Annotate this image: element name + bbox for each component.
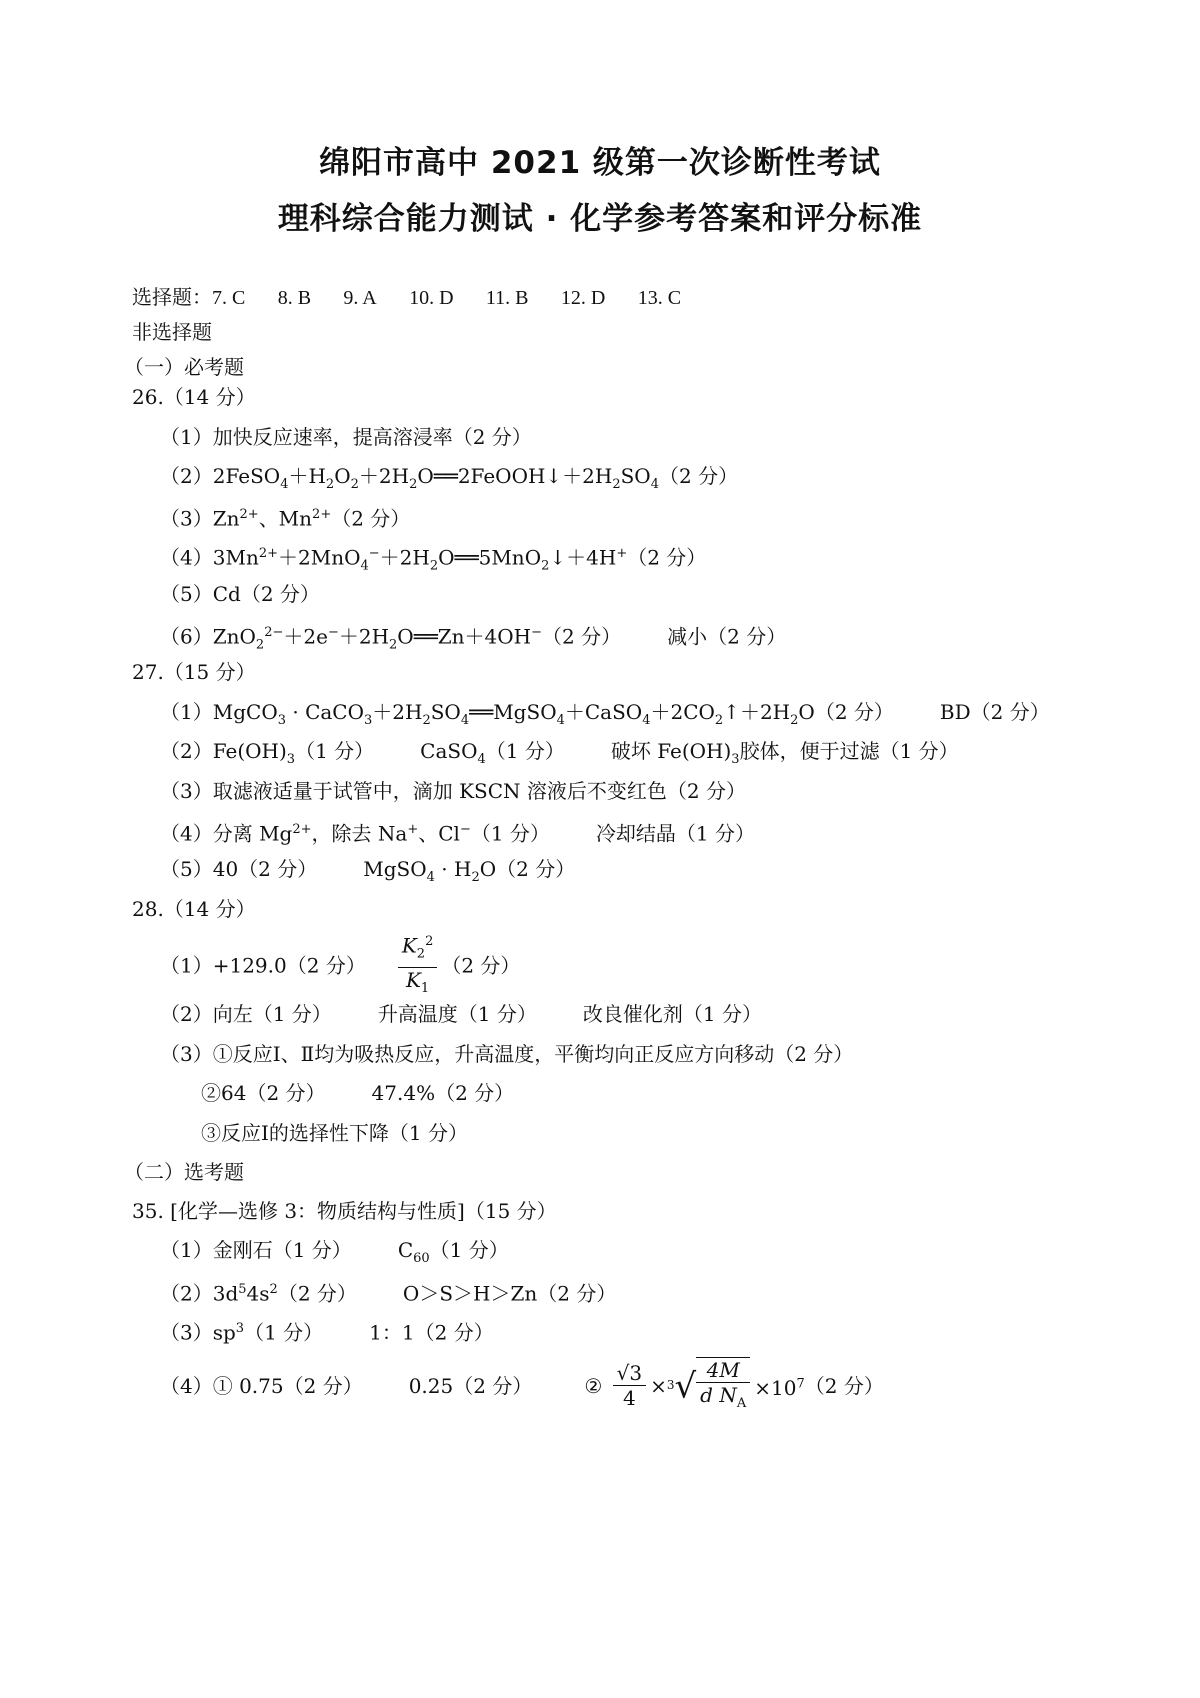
q27-part1: （1）MgCO$_3$ · $CaCO_3+2H_2SO_4══MgSO_4+CaSO_4+2CO_2↑+2H_2O(2$ 分） BD（2 分） [160, 700, 1050, 728]
answer-b: 47.4%（2 分） [371, 1081, 515, 1105]
score: （2 分） [627, 545, 707, 570]
q35-part1: （1）金刚石（1 分） $C_{60}(1$ 分） [160, 1238, 509, 1266]
q27-part2: $(2)Fe(OH)_3(1$ 分） CaSO$_4$（1 分） 破坏 $Fe(OH)_3$胶体，便于过滤（1 分） [160, 739, 959, 767]
score: （2 分） [659, 464, 739, 488]
part-tag: （2）3d [160, 1281, 239, 1306]
q26-part4: $(4)3Mn^{2+}+2MnO_4^-+2H_2O══5MnO_2↓+4H^+(2$ 分） [160, 545, 707, 574]
q26-part3: $(3)Zn^{2+}$、$Mn^{2+}(2$ 分） [160, 506, 411, 531]
answer-a: （4）① 0.75（2 分） [160, 1373, 363, 1398]
answer-b: 1：1（2 分） [369, 1320, 494, 1345]
q26-heading: 26.（14 分） [132, 385, 256, 409]
q28-heading: 28.（14 分） [132, 897, 256, 921]
mc-answer: 9. A [343, 287, 377, 309]
score: （2 分） [542, 624, 622, 649]
mc-label: 选择题： [132, 285, 212, 309]
elective-heading: （二）选考题 [124, 1160, 244, 1184]
part-tag: （3） [160, 506, 213, 531]
part-text: ，除去 Na [311, 821, 408, 846]
score: （2 分） [496, 857, 576, 881]
answer-a: （1）+129.0（2 分） [160, 953, 366, 978]
part-tag: （3）sp [160, 1320, 236, 1345]
mc-answer: 11. B [485, 287, 529, 309]
part-tag: （4） [160, 545, 213, 570]
q28-part3-1: （3）①反应Ⅰ、Ⅱ均为吸热反应，升高温度，平衡均向正反应方向移动（2 分） [160, 1042, 854, 1066]
part-tag: （4）分离 Mg [160, 821, 293, 846]
q26-part1: （1）加快反应速率，提高溶浸率（2 分） [160, 425, 532, 449]
mc-answer: 12. D [560, 287, 606, 309]
q26-part5: （5）Cd（2 分） [160, 582, 320, 606]
answer-b: 升高温度（1 分） [377, 1002, 537, 1026]
answer-c-rest: 胶体，便于过滤（1 分） [739, 739, 959, 763]
answer-c-marker: ② [584, 1373, 603, 1398]
mc-answers [132, 284, 681, 311]
q28-part2 [160, 1001, 762, 1027]
score: （2 分） [804, 1373, 884, 1398]
q28-part3-2 [201, 1080, 514, 1106]
part-tag: （2） [160, 739, 213, 763]
score: （1 分） [429, 1238, 509, 1262]
answer-b: BD（2 分） [939, 700, 1050, 724]
score: （1 分） [244, 1320, 324, 1345]
answer-c: 改良催化剂（1 分） [582, 1002, 762, 1026]
answer-a: （1）金刚石（1 分） [160, 1238, 352, 1262]
answer-a: ②64（2 分） [201, 1081, 326, 1105]
score: （2 分） [814, 700, 894, 724]
mc-answer: 7. C [212, 287, 246, 309]
q27-part3: （3）取滤液适量于试管中，滴加 KSCN 溶液后不变红色（2 分） [160, 779, 746, 803]
q35-part3: $(3)sp^3(1$ 分） 1：1（2 分） [160, 1320, 494, 1345]
score: （2 分） [277, 1281, 357, 1306]
part-tag: （6） [160, 624, 213, 649]
mc-answer: 8. B [277, 287, 312, 309]
doc-title: 绵阳市高中 2021 级第一次诊断性考试 [319, 145, 881, 181]
answer-b: 减小（2 分） [667, 624, 787, 649]
answer-a: （5）40（2 分） [160, 857, 318, 881]
answer-b: 冷却结晶（1 分） [595, 821, 756, 846]
q28-part3-3: ③反应Ⅰ的选择性下降（1 分） [201, 1121, 468, 1145]
mc-answer: 13. C [637, 287, 682, 309]
q28-part1 [160, 930, 520, 1001]
q26-part2: $(2)2FeSO_4+H_2O_2+2H_2O══2FeOOH↓+2H_2SO_4(2$ 分） [160, 464, 739, 492]
part-tag: （1） [160, 700, 213, 724]
answer-b: O＞S＞H＞Zn（2 分） [402, 1281, 617, 1306]
k-ratio-fraction: $\frac{K_2^2}{K_1}$ [398, 930, 438, 1001]
q26-part6: $(6)ZnO_2^{2-}+2e^-+2H_2O══Zn+4OH^-(2$ 分） 减小（2 分） [160, 624, 787, 653]
q35-part4: （4）① 0.75（2 分） 0.25（2 分） ② $\frac{√3}{4}$ ×$^3$√ $\frac{4M}{d N_A}$ $\times 10^7(2$ 分） [160, 1352, 884, 1420]
q27-heading: 27.（15 分） [132, 660, 256, 684]
score: （1 分） [485, 739, 565, 763]
score: （2 分） [441, 953, 521, 978]
score: （1 分） [295, 739, 375, 763]
non-mc-heading: 非选择题 [132, 320, 212, 344]
q27-part5: （5）40（2 分） MgSO$_4$ · $H_2O(2$ 分） [160, 857, 576, 885]
part-text: 、Cl [418, 821, 460, 846]
answer-b: 0.25（2 分） [408, 1373, 533, 1398]
q35-heading: 35. [化学—选修 3：物质结构与性质]（15 分） [132, 1199, 557, 1223]
sqrt3-over-4-fraction: $\frac{√3}{4}$ [613, 1361, 646, 1410]
q35-part2: $(2)3d^54s^2(2$ 分） O＞S＞H＞Zn（2 分） [160, 1281, 617, 1306]
score: （2 分） [331, 506, 411, 531]
part-tag: （2） [160, 464, 213, 488]
required-heading: （一）必考题 [124, 355, 244, 379]
q27-part4: （4）分离 $Mg^{2+}$，除去 Na+、Cl−（1 分） 冷却结晶（1 分） [160, 821, 756, 846]
answer-a: （2）向左（1 分） [160, 1002, 332, 1026]
answer-c: 破坏 Fe(OH) [610, 739, 732, 763]
score: （1 分） [470, 821, 550, 846]
cube-root-expression: $^3$√ $\frac{4M}{d N_A}$ [667, 1353, 754, 1419]
doc-subtitle: 理科综合能力测试 · 化学参考答案和评分标准 [277, 201, 923, 237]
mc-answer: 10. D [409, 287, 454, 309]
